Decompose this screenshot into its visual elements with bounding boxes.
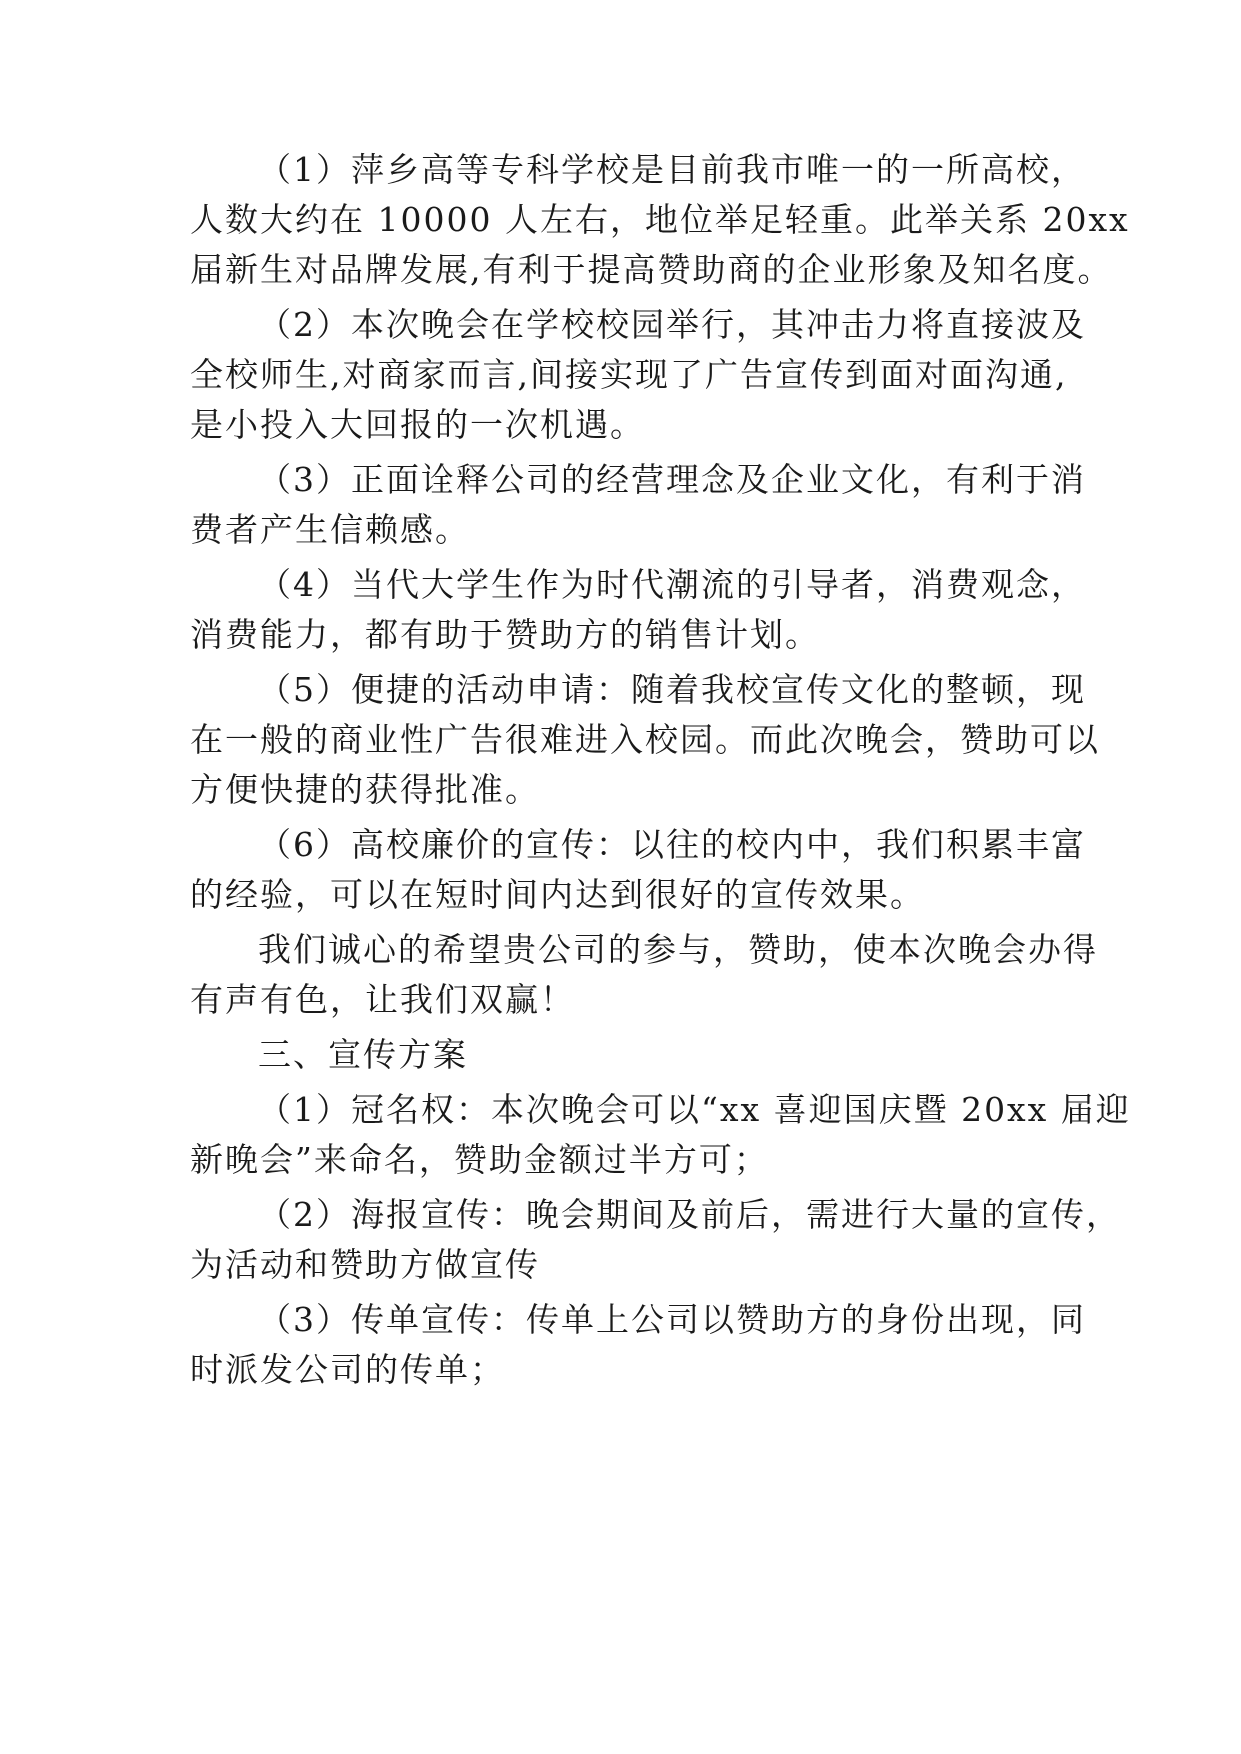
text-line: 消费能力，都有助于赞助方的销售计划。: [190, 615, 820, 654]
text-line: 的经验，可以在短时间内达到很好的宣传效果。: [190, 875, 925, 914]
text-line: （5）便捷的活动申请：随着我校宣传文化的整顿，现: [258, 670, 1086, 709]
text-line: 时派发公司的传单；: [190, 1350, 505, 1389]
text-line: 方便快捷的获得批准。: [190, 770, 540, 809]
text-line: （2）本次晚会在学校校园举行，其冲击力将直接波及: [258, 305, 1086, 344]
text-line: 人数大约在 10000 人左右，地位举足轻重。此举关系 20xx: [190, 200, 1130, 239]
text-line: 是小投入大回报的一次机遇。: [190, 405, 645, 444]
text-line: （1）冠名权：本次晚会可以“xx 喜迎国庆暨 20xx 届迎: [258, 1090, 1131, 1129]
text-line: 为活动和赞助方做宣传: [190, 1245, 540, 1284]
text-line: （3）正面诠释公司的经营理念及企业文化，有利于消: [258, 460, 1086, 499]
text-line: （1）萍乡高等专科学校是目前我市唯一的一所高校，: [258, 150, 1086, 189]
section-heading: 三、宣传方案: [258, 1035, 468, 1074]
text-line: （3）传单宣传：传单上公司以赞助方的身份出现，同: [258, 1300, 1086, 1339]
text-line: 届新生对品牌发展,有利于提高赞助商的企业形象及知名度。: [190, 250, 1113, 289]
text-line: （2）海报宣传：晚会期间及前后，需进行大量的宣传，: [258, 1195, 1121, 1234]
text-line: 有声有色，让我们双赢！: [190, 980, 575, 1019]
text-line: 我们诚心的希望贵公司的参与，赞助，使本次晚会办得: [258, 930, 1098, 969]
text-line: 全校师生,对商家而言,间接实现了广告宣传到面对面沟通,: [190, 355, 1068, 394]
text-line: （4）当代大学生作为时代潮流的引导者，消费观念，: [258, 565, 1086, 604]
text-line: 在一般的商业性广告很难进入校园。而此次晚会，赞助可以: [190, 720, 1100, 759]
text-line: 新晚会”来命名，赞助金额过半方可；: [190, 1140, 769, 1179]
text-line: （6）高校廉价的宣传：以往的校内中，我们积累丰富: [258, 825, 1086, 864]
text-line: 费者产生信赖感。: [190, 510, 470, 549]
